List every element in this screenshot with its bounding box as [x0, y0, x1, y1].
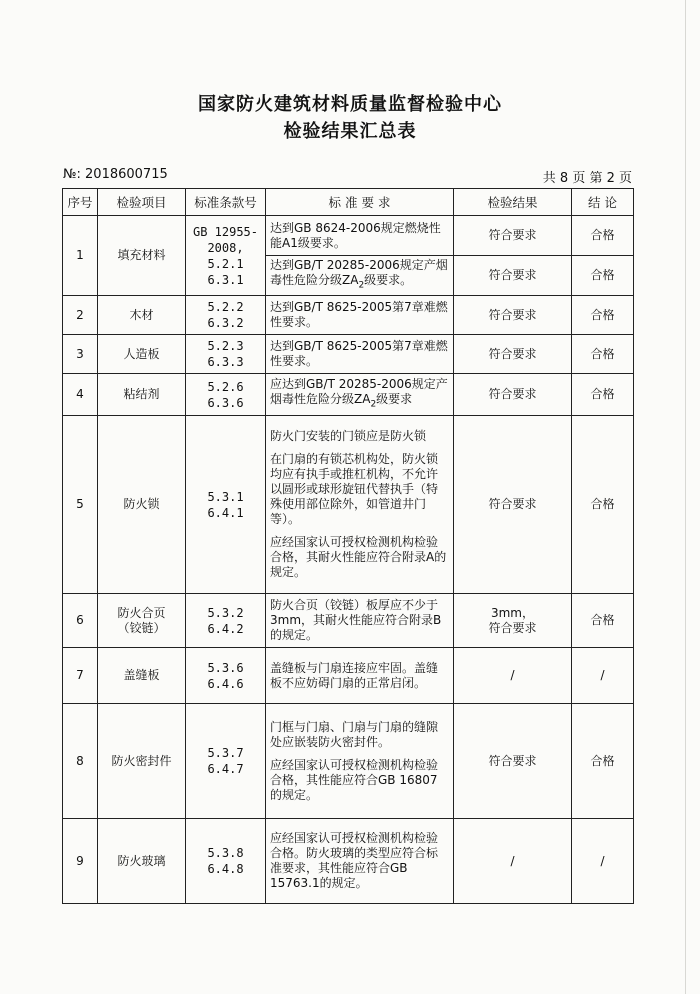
row-no: 8: [63, 704, 98, 819]
row-requirement: 达到GB/T 8625-2005第7章难燃性要求。: [266, 296, 454, 335]
row-no: 6: [63, 594, 98, 648]
page-info: 共 8 页 第 2 页: [542, 171, 632, 186]
row-requirement: 应达到GB/T 20285-2006规定产烟毒性危险分级$ZA_2$级要求: [266, 374, 454, 416]
row-clause: 5.3.6 6.4.6: [186, 648, 266, 704]
row-requirement: 门框与门扇、门扇与门扇的缝隙处应嵌装防火密封件。 应经国家认可授权检测机构检验合格，其性能应符合GB 16807的规定。: [266, 704, 454, 819]
row-no: 1: [63, 216, 98, 296]
table-row: [63, 819, 634, 904]
row-clause: 5.3.7 6.4.7: [186, 704, 266, 819]
row-requirement: 达到GB/T 8625-2005第7章难燃性要求。: [266, 335, 454, 374]
row-clause: 5.3.8 6.4.8: [186, 819, 266, 904]
row-item: 人造板: [98, 335, 186, 374]
row-no: 4: [63, 374, 98, 416]
row-item: 填充材料: [98, 216, 186, 296]
row-no: 2: [63, 296, 98, 335]
row-item: 盖缝板: [98, 648, 186, 704]
row-conclusion: 合格: [572, 256, 634, 296]
col-header-result: 检验结果: [454, 189, 572, 216]
row-clause: 5.2.2 6.3.2: [186, 296, 266, 335]
row-requirement: 达到GB 8624-2006规定燃烧性能A1级要求。: [266, 216, 454, 256]
row-item: 防火密封件: [98, 704, 186, 819]
table-row: [63, 416, 634, 594]
row-conclusion: /: [572, 648, 634, 704]
summary-table-title: 检验结果汇总表: [283, 121, 417, 142]
row-conclusion: 合格: [572, 374, 634, 416]
row-conclusion: 合格: [572, 335, 634, 374]
row-item: 防火锁: [98, 416, 186, 594]
row-conclusion: 合格: [572, 704, 634, 819]
row-result: /: [454, 819, 572, 904]
table-row: [63, 216, 634, 256]
row-no: 7: [63, 648, 98, 704]
row-item: 粘结剂: [98, 374, 186, 416]
row-conclusion: 合格: [572, 594, 634, 648]
col-header-no: 序号: [63, 189, 98, 216]
row-clause: GB 12955-2008, 5.2.1 6.3.1: [186, 216, 266, 296]
row-clause: 5.3.1 6.4.1: [186, 416, 266, 594]
row-result: 符合要求: [454, 704, 572, 819]
table-row: [63, 374, 634, 416]
row-item: 木材: [98, 296, 186, 335]
row-clause: 5.3.2 6.4.2: [186, 594, 266, 648]
row-clause: 5.2.6 6.3.6: [186, 374, 266, 416]
col-header-conclusion: 结 论: [572, 189, 634, 216]
row-result: /: [454, 648, 572, 704]
row-no: 9: [63, 819, 98, 904]
col-header-clause: 标准条款号: [186, 189, 266, 216]
row-requirement: 盖缝板与门扇连接应牢固。盖缝板不应妨碍门扇的正常启闭。: [266, 648, 454, 704]
row-no: 3: [63, 335, 98, 374]
table-row: [63, 335, 634, 374]
row-result: 符合要求: [454, 256, 572, 296]
page-edge: [685, 0, 686, 994]
row-result: 3mm， 符合要求: [454, 594, 572, 648]
table-row: [63, 296, 634, 335]
row-result: 符合要求: [454, 335, 572, 374]
row-result: 符合要求: [454, 416, 572, 594]
center-name-title: 国家防火建筑材料质量监督检验中心: [198, 94, 502, 115]
row-no: 5: [63, 416, 98, 594]
col-header-requirement: 标 准 要 求: [266, 189, 454, 216]
table-row: [63, 648, 634, 704]
row-item: 防火合页 （铰链）: [98, 594, 186, 648]
col-header-item: 检验项目: [98, 189, 186, 216]
row-conclusion: 合格: [572, 216, 634, 256]
row-clause: 5.2.3 6.3.3: [186, 335, 266, 374]
report-number: №: 2018600715: [63, 167, 168, 182]
results-table: [62, 188, 634, 904]
table-row: [63, 704, 634, 819]
row-requirement: 防火合页（铰链）板厚应不少于3mm，其耐火性能应符合附录B的规定。: [266, 594, 454, 648]
row-requirement: 应经国家认可授权检测机构检验合格。防火玻璃的类型应符合标准要求，其性能应符合GB 15763.1的规定。: [266, 819, 454, 904]
row-item: 防火玻璃: [98, 819, 186, 904]
row-conclusion: /: [572, 819, 634, 904]
row-requirement: 防火门安装的门锁应是防火锁 在门扇的有锁芯机构处，防火锁均应有执手或推杠机构，不允许以圆形或球形旋钮代替执手（特殊使用部位除外，如管道井门等）。 应经国家认可授权检测机构检验合格，其耐火性能应符合附录A的规定。: [266, 416, 454, 594]
row-conclusion: 合格: [572, 296, 634, 335]
header-row: [63, 189, 634, 216]
table-row: [63, 594, 634, 648]
row-result: 符合要求: [454, 216, 572, 256]
row-result: 符合要求: [454, 374, 572, 416]
row-result: 符合要求: [454, 296, 572, 335]
row-requirement: 达到GB/T 20285-2006规定产烟毒性危险分级$ZA_2$级要求。: [266, 256, 454, 296]
row-conclusion: 合格: [572, 416, 634, 594]
